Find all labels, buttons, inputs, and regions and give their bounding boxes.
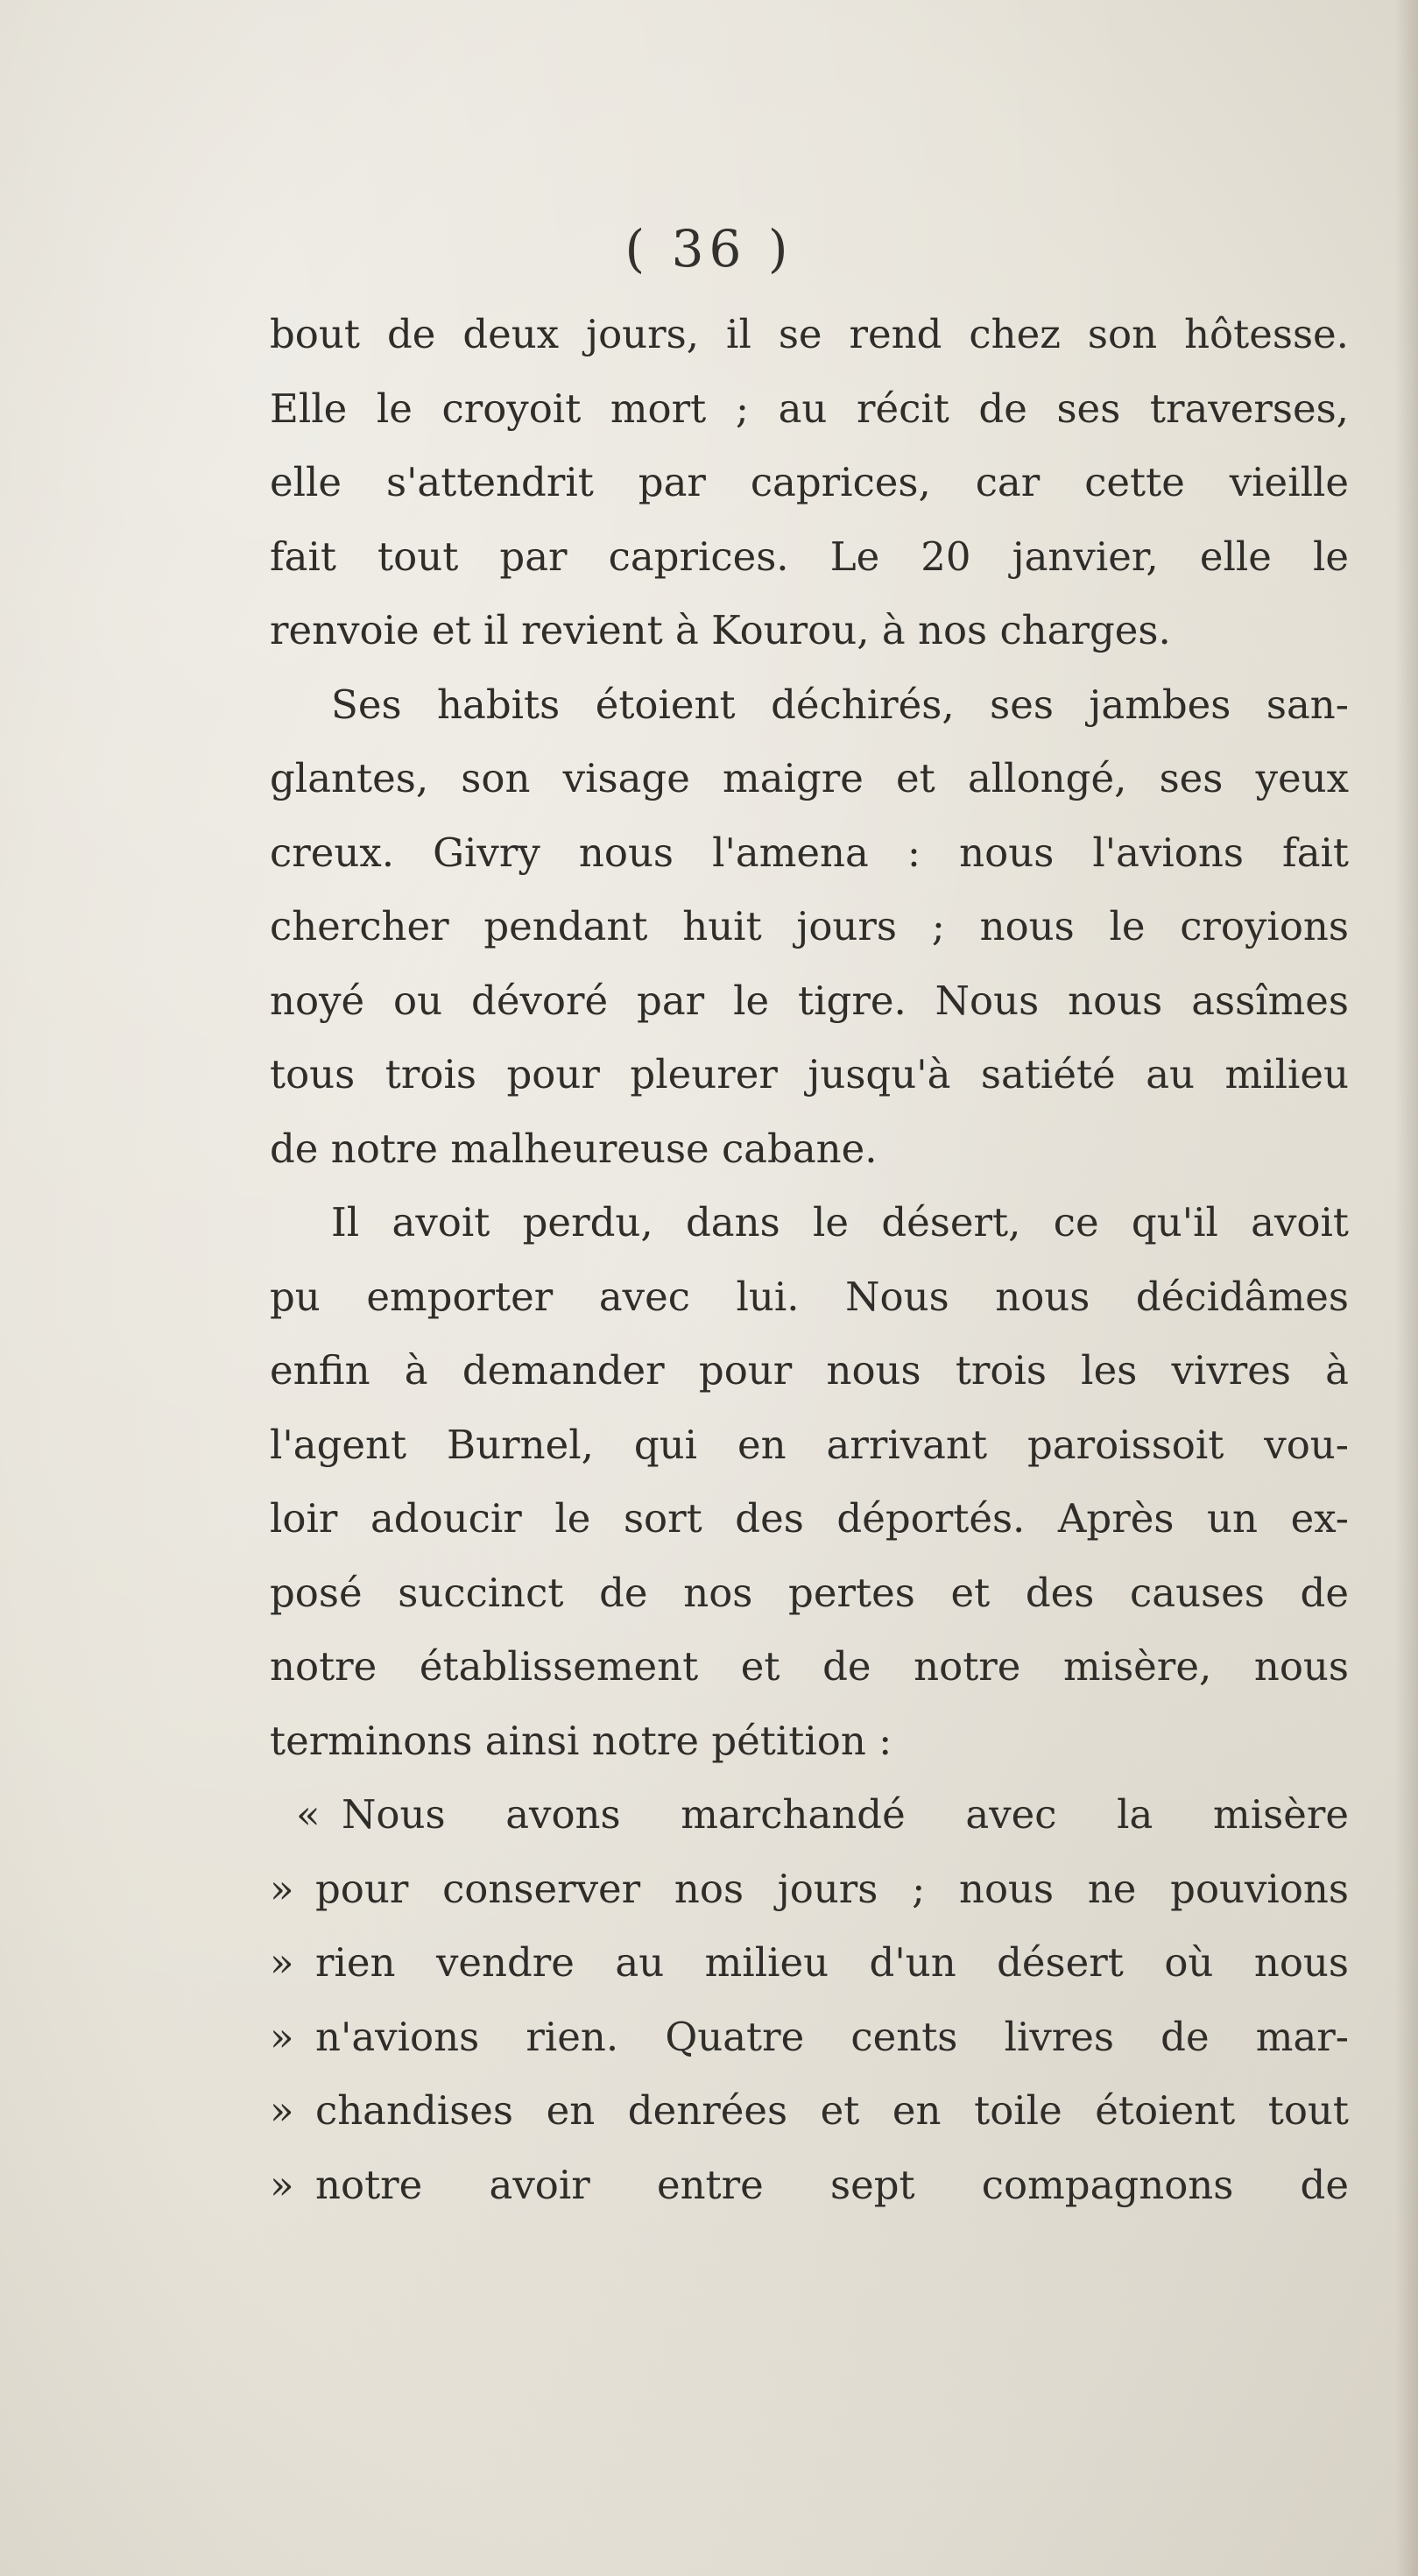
quote-text: n'avions rien. Quatre cents livres de mar-	[315, 2013, 1349, 2060]
paragraph-start-line: Ses habits étoient déchirés, ses jambes san-	[331, 681, 1349, 728]
text-line: elle s'attendrit par caprices, car cette vieille	[270, 459, 1349, 505]
text-line: enfin à demander pour nous trois les vivres à	[270, 1347, 1349, 1394]
quote-text: pour conserver nos jours ; nous ne pouvions	[315, 1865, 1349, 1912]
quote-text: Nous avons marchandé avec la misère	[342, 1791, 1349, 1838]
quote-line	[270, 1926, 1349, 2001]
quote-text: chandises en denrées et en toile étoient tout	[315, 2087, 1349, 2134]
text-line: bout de deux jours, il se rend chez son hôtesse.	[270, 311, 1349, 357]
text-line: fait tout par caprices. Le 20 janvier, elle le	[270, 533, 1349, 580]
continuation-guillemet: »	[270, 2013, 294, 2060]
page-edge-shadow	[1395, 0, 1418, 2576]
opening-guillemet: «	[296, 1791, 321, 1838]
text-line: notre établissement et de notre misère, nous	[270, 1643, 1349, 1690]
text-line: loir adoucir le sort des déportés. Après un ex-	[270, 1495, 1349, 1542]
quote-line	[270, 2149, 1349, 2223]
quote-line	[270, 2074, 1349, 2149]
text-line: renvoie et il revient à Kourou, à nos charges.	[270, 607, 1171, 653]
continuation-guillemet: »	[270, 2087, 294, 2134]
text-line: noyé ou dévoré par le tigre. Nous nous assîmes	[270, 977, 1349, 1024]
text-line: tous trois pour pleurer jusqu'à satiété au milieu	[270, 1051, 1349, 1097]
text-line: Elle le croyoit mort ; au récit de ses traverses,	[270, 385, 1349, 432]
continuation-guillemet: »	[270, 1939, 294, 1986]
text-line: l'agent Burnel, qui en arrivant paroissoit vou-	[270, 1421, 1349, 1468]
paragraph-start-line: Il avoit perdu, dans le désert, ce qu'il avoit	[331, 1199, 1349, 1246]
continuation-guillemet: »	[270, 2161, 294, 2208]
text-line: chercher pendant huit jours ; nous le croyions	[270, 903, 1349, 949]
quote-text: rien vendre au milieu d'un désert où nous	[315, 1939, 1349, 1986]
text-line: de notre malheureuse cabane.	[270, 1125, 878, 1172]
text-line: terminons ainsi notre pétition :	[270, 1717, 892, 1764]
text-line: pu emporter avec lui. Nous nous décidâmes	[270, 1273, 1349, 1320]
text-line: posé succinct de nos pertes et des causes de	[270, 1569, 1349, 1616]
quote-line	[270, 2001, 1349, 2075]
quote-text: notre avoir entre sept compagnons de	[315, 2161, 1349, 2208]
text-line: glantes, son visage maigre et allongé, ses yeux	[270, 755, 1349, 801]
body-text	[270, 298, 1349, 2222]
page-number: ( 36 )	[624, 219, 794, 279]
quote-line	[270, 1853, 1349, 1927]
continuation-guillemet: »	[270, 1865, 294, 1912]
quote-line	[270, 1778, 1349, 1853]
text-line: creux. Givry nous l'amena : nous l'avions fait	[270, 829, 1349, 876]
